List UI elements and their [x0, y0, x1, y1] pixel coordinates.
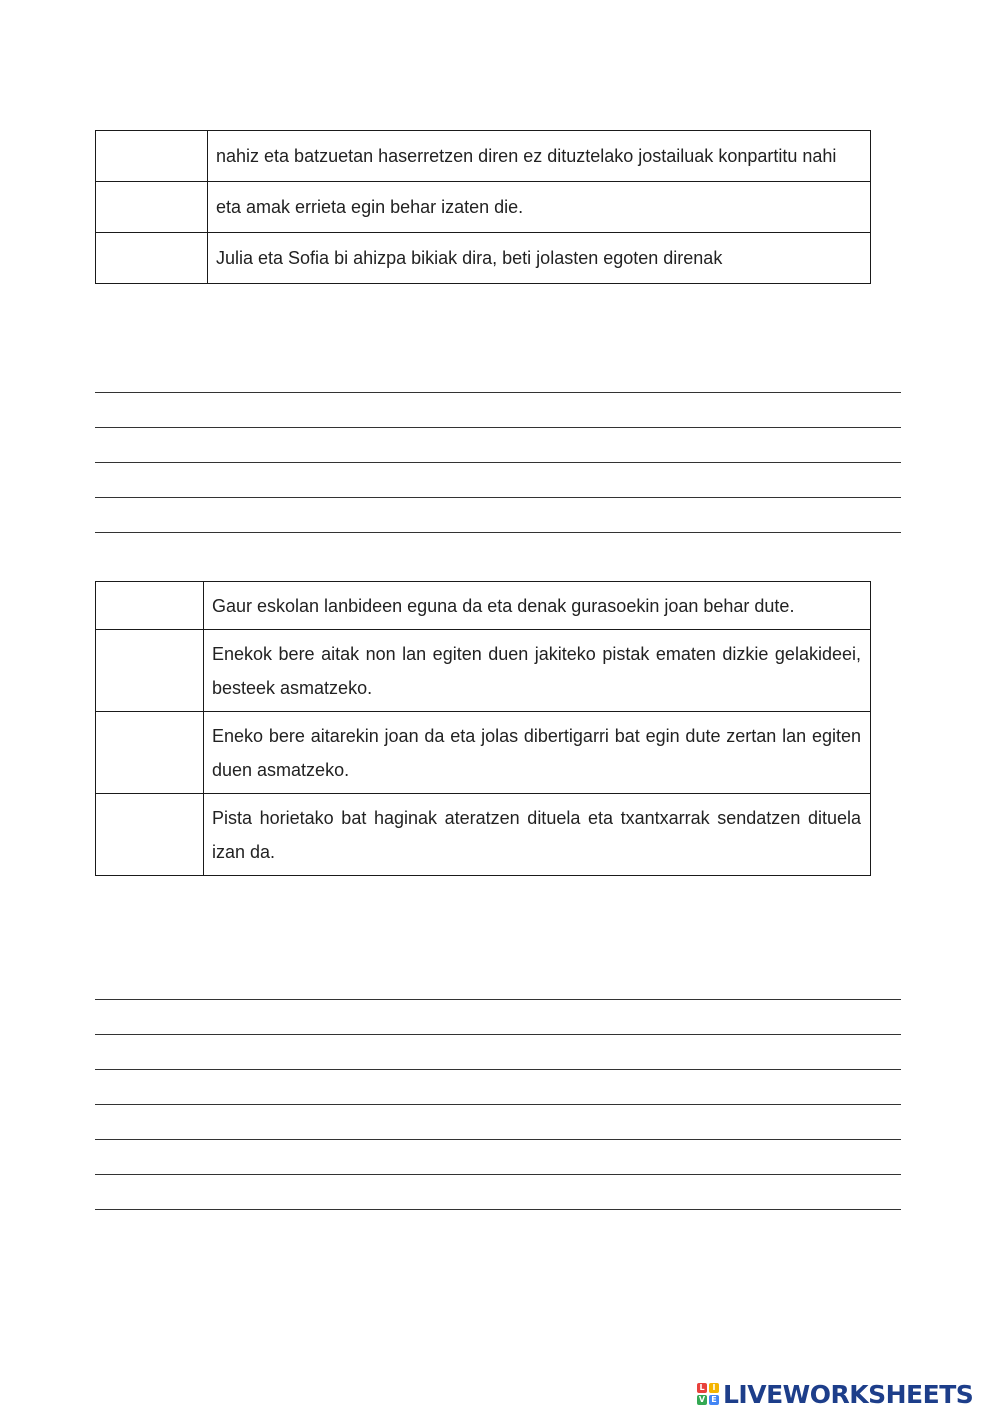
order-number-box[interactable]: [96, 182, 208, 233]
answer-line[interactable]: [95, 1104, 901, 1105]
answer-line[interactable]: [95, 1209, 901, 1210]
sentence-cell: nahiz eta batzuetan haserretzen diren ez dituztelako jostailuak konpartitu nahi: [208, 131, 871, 182]
answer-line[interactable]: [95, 1034, 901, 1035]
answer-line[interactable]: [95, 392, 901, 393]
answer-line[interactable]: [95, 999, 901, 1000]
order-number-box[interactable]: [96, 794, 204, 876]
table-row: [96, 630, 871, 712]
answer-line[interactable]: [95, 497, 901, 498]
sentence-cell: Enekok bere aitak non lan egiten duen jakiteko pistak ematen dizkie gelakideei, besteek asmatzeko.: [204, 630, 871, 712]
order-number-box[interactable]: [96, 233, 208, 284]
logo-tile: V: [698, 1395, 706, 1404]
answer-line[interactable]: [95, 427, 901, 428]
table-row: [96, 182, 871, 233]
sentence-cell: Eneko bere aitarekin joan da eta jolas dibertigarri bat egin dute zertan lan egiten duen asmatzeko.: [204, 712, 871, 794]
table-row: [96, 131, 871, 182]
answer-line[interactable]: [95, 1139, 901, 1140]
sentence-cell: eta amak errieta egin behar izaten die.: [208, 182, 871, 233]
order-number-box[interactable]: [96, 630, 204, 712]
sentence-cell: Julia eta Sofia bi ahizpa bikiak dira, beti jolasten egoten direnak: [208, 233, 871, 284]
answer-line[interactable]: [95, 1174, 901, 1175]
logo-tile: I: [709, 1383, 719, 1393]
sentence-cell: Gaur eskolan lanbideen eguna da eta denak gurasoekin joan behar dute.: [204, 582, 871, 630]
table-row: [96, 712, 871, 794]
table-row: [96, 233, 871, 284]
answer-line[interactable]: [95, 1069, 901, 1070]
sentence-cell: Pista horietako bat haginak ateratzen dituela eta txantxarrak sendatzen dituela izan da.: [204, 794, 871, 876]
answer-line[interactable]: [95, 462, 901, 463]
answer-line[interactable]: [95, 532, 901, 533]
table-row: [96, 582, 871, 630]
order-number-box[interactable]: [96, 712, 204, 794]
order-number-box[interactable]: [96, 131, 208, 182]
liveworksheets-logo: [697, 1378, 973, 1410]
ordering-table-1: [95, 130, 871, 284]
ordering-table-2: [95, 581, 871, 876]
table-row: [96, 794, 871, 876]
logo-mark-icon: [697, 1383, 719, 1405]
logo-tile: L: [697, 1383, 707, 1393]
logo-tile: E: [709, 1395, 719, 1405]
logo-text: LIVEWORKSHEETS: [723, 1379, 974, 1409]
order-number-box[interactable]: [96, 582, 204, 630]
